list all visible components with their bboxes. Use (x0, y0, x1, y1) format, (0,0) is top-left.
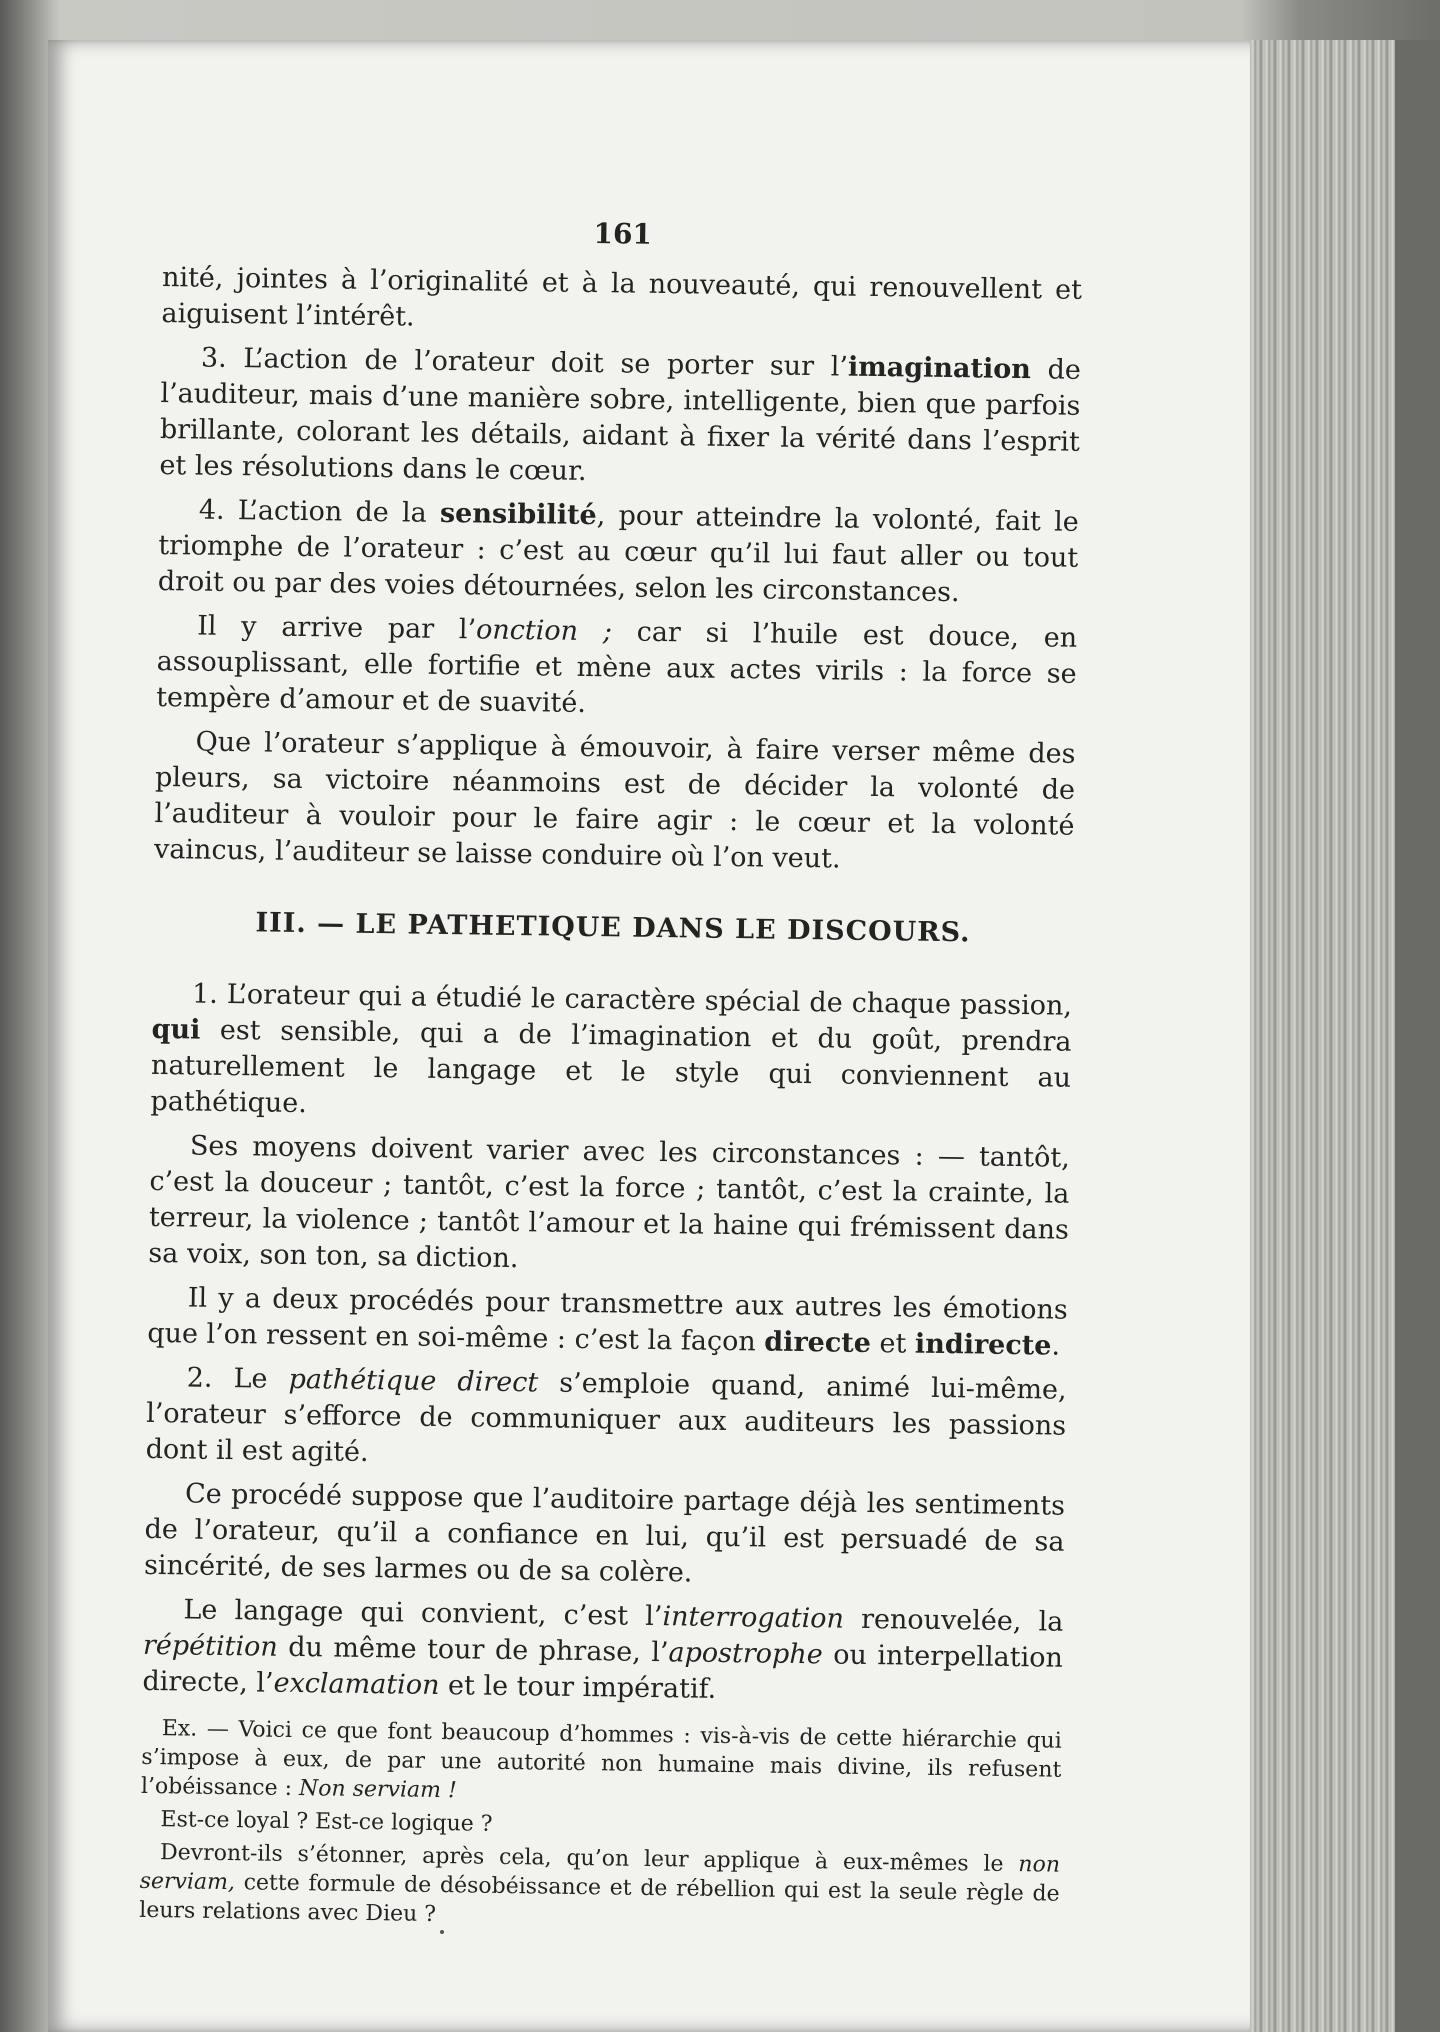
paragraph: Que l’orateur s’applique à émouvoir, à faire verser même des pleurs, sa victoire néanmoins est de décider la volonté de l’auditeur à vouloir pour le faire agir : le cœur et la volonté vaincus, l’auditeur se laisse conduire où l’on veut. (153, 726, 1076, 875)
page-edges (1250, 40, 1400, 2032)
paragraph: Il y arrive par l’onction ; car si l’huile est douce, en assouplissant, elle fortifie et mène aux actes virils : la force se tempère d’amour et de suavité. (155, 610, 1078, 719)
paragraph: nité, jointes à l’originalité et à la nouveauté, qui renouvellent et aiguisent l’intérêt. (161, 261, 1083, 333)
example-paragraph: Est-ce loyal ? Est-ce logique ? (160, 1807, 493, 1837)
paragraph: Ses moyens doivent varier avec les circonstances : — tantôt, c’est la douceur ; tantôt, c’est la force ; tantôt, c’est la crainte, la terreur, la violence ; tantôt l’amour et la haine qui frémissent dans sa voix, son ton, sa diction. (148, 1130, 1071, 1275)
paragraph: 4. L’action de la sensibilité, pour atteindre la volonté, fait le triomphe de l’orateur : c’est au cœur qu’il lui faut aller ou tout droit ou par des voies détournées, selon les circonstances. (157, 494, 1079, 609)
book-spine-shadow (1395, 40, 1440, 2032)
speck (440, 1930, 444, 1934)
section-heading: III. — LE PATHETIQUE DANS LE DISCOURS. (255, 907, 971, 949)
example-paragraph: Devront-ils s’étonner, après cela, qu’on leur applique à eux-mêmes le non serviam, cette formule de désobéissance et de rébellion qui est la seule règle de leurs relations avec Dieu ? (139, 1840, 1061, 1927)
paragraph: Il y a deux procédés pour transmettre aux autres les émotions que l’on ressent en soi-même : c’est la façon directe et indirecte. (147, 1282, 1068, 1362)
paragraph: Le langage qui convient, c’est l’interrogation renouvelée, la répétition du même tour de phrase, l’apostrophe ou interpellation directe, l’exclamation et le tour impératif. (142, 1594, 1064, 1705)
page-text (139, 210, 1083, 1942)
paragraph: Ce procédé suppose que l’auditoire partage déjà les sentiments de l’orateur, qu’il a confiance en lui, qu’il est persuadé de sa sincérité, de ses larmes ou de sa colère. (143, 1478, 1066, 1589)
paragraph: 1. L’orateur qui a étudié le caractère spécial de chaque passion, qui est sensible, qui a de l’imagination et du goût, prendra naturellement le langage et le style qui conviennent au pathétique. (150, 978, 1073, 1120)
example-block (139, 1714, 1062, 1938)
example-paragraph: Ex. — Voici ce que font beaucoup d’hommes : vis-à-vis de cette hiérarchie qui s’impose à eux, de par une autorité non humaine mais divine, ils refusent l’obéissance : Non serviam ! (140, 1716, 1062, 1804)
paragraph: 2. Le pathétique direct s’emploie quand, animé lui-même, l’orateur s’efforce de communiquer aux auditeurs les passions dont il est agité. (145, 1362, 1067, 1468)
paragraph: 3. L’action de l’orateur doit se porter sur l’imagination de l’auditeur, mais d’une manière sobre, intelligente, bien que parfois brillante, colorant les détails, aidant à fixer la vérité dans l’esprit et les résolutions dans le cœur. (159, 342, 1082, 487)
page-number: 161 (593, 217, 653, 251)
